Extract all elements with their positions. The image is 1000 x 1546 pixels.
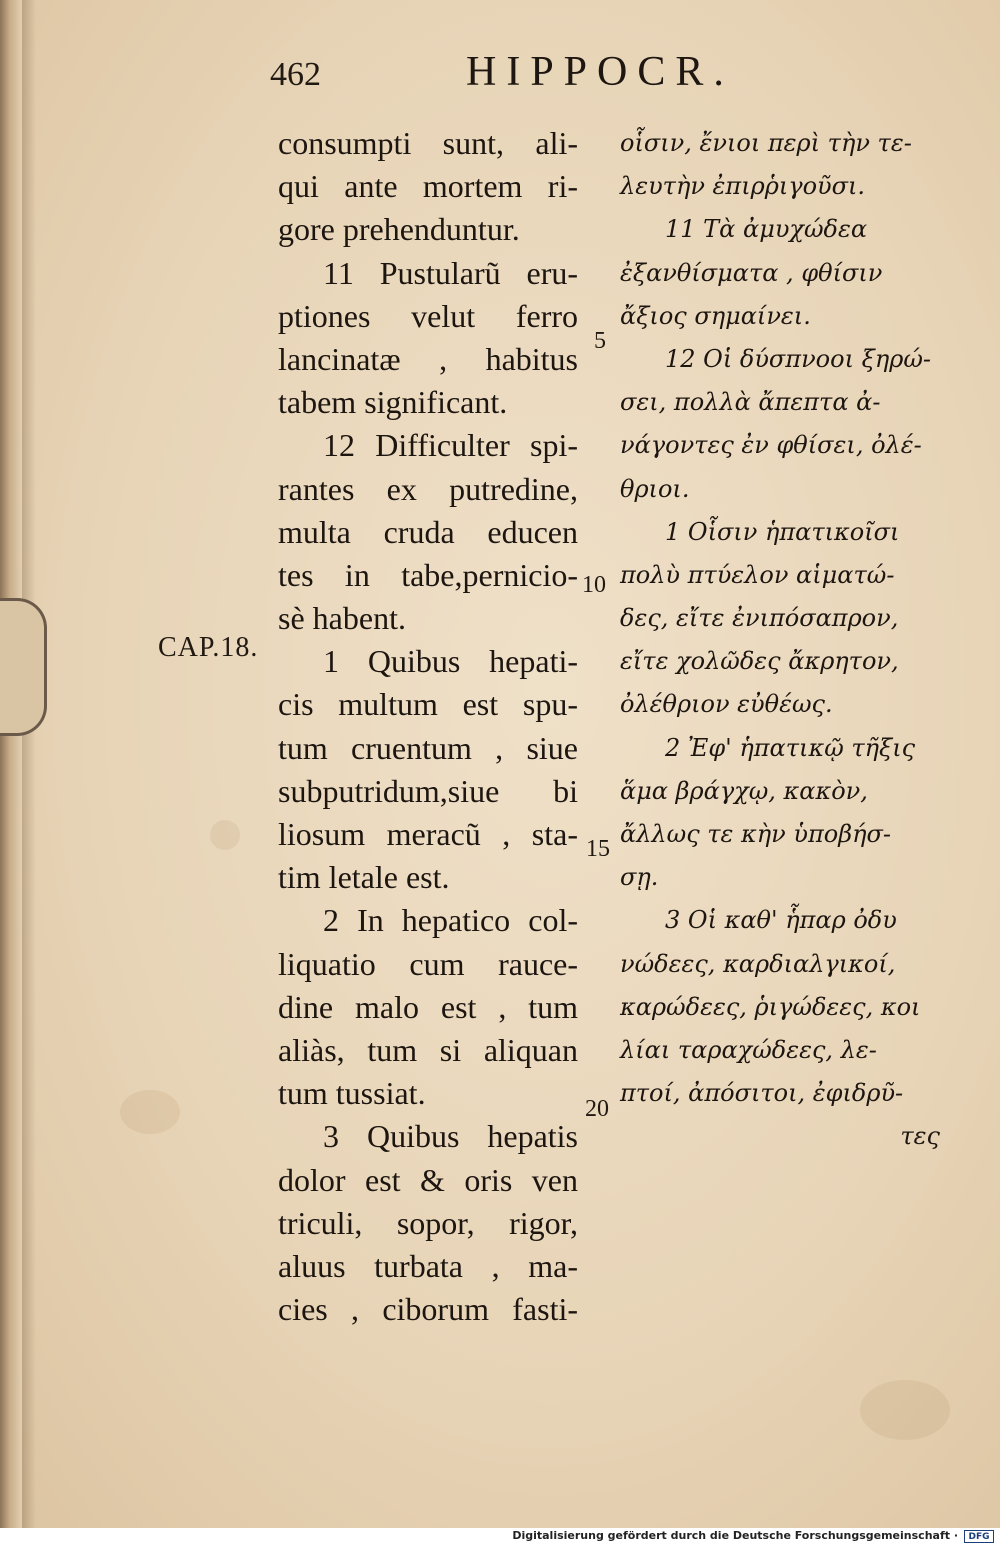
latin-line: cis multum est spu-: [278, 686, 578, 723]
digitization-credit: Digitalisierung gefördert durch die Deutsche Forschungsgemeinschaft ·: [512, 1529, 958, 1542]
latin-line: gore prehenduntur.: [278, 211, 520, 248]
greek-line: ἐξανθίσματα , φθίσιν: [620, 258, 883, 287]
latin-line: consumpti sunt, ali-: [278, 125, 578, 161]
greek-catchword: τες: [900, 1122, 940, 1151]
page-edge-shadow: [22, 0, 36, 1528]
greek-line: δες, εἴτε ἐνιπόσαπρον,: [620, 604, 899, 633]
latin-line: subputridum,siue bi: [278, 772, 578, 809]
latin-line: tim letale est.: [278, 859, 450, 896]
page-number: 462: [270, 56, 321, 93]
greek-line: νώδεες, καρδιαλγικοί,: [620, 949, 896, 978]
greek-line: σει, πολλὰ ἄπεπτα ἀ-: [620, 388, 881, 417]
latin-line: tum cruentum , siue: [278, 729, 578, 766]
greek-line: πολὺ πτύελον αἱματώ-: [620, 560, 895, 589]
latin-line: triculi, sopor, rigor,: [278, 1204, 578, 1241]
greek-line: 3 Οἱ καθ' ἧπαρ ὀδυ: [665, 906, 897, 935]
running-head: HIPPOCR.: [466, 49, 734, 95]
line-number-5: 5: [594, 328, 606, 354]
latin-line: ptiones velut ferro: [278, 297, 578, 334]
latin-line: cies , ciborum fasti-: [278, 1291, 578, 1328]
greek-line: λευτὴν ἐπιρῥιγοῦσι.: [620, 172, 866, 201]
latin-line: tabem significant.: [278, 384, 508, 421]
digitization-footer: [0, 1528, 1000, 1546]
latin-line: aliàs, tum si aliquan: [278, 1031, 578, 1068]
latin-line: liquatio cum rauce-: [278, 945, 578, 982]
latin-line: 12 Difficulter spi-: [323, 427, 578, 464]
line-number-15: 15: [586, 836, 610, 862]
greek-line: σῃ.: [620, 863, 659, 892]
greek-line: οἷσιν, ἔνιοι περὶ τὴν τε-: [620, 129, 912, 157]
greek-line: ὀλέθριον εὐθέως.: [620, 690, 833, 719]
greek-line: νάγοντες ἐν φθίσει, ὀλέ-: [620, 431, 922, 460]
greek-line: ἅμα βράγχῳ, κακὸν,: [620, 776, 868, 805]
chapter-marginal-label: CAP.18.: [158, 632, 259, 663]
greek-line: 12 Οἱ δύσπνοοι ξηρώ-: [665, 344, 931, 373]
latin-line: 2 In hepatico col-: [323, 902, 578, 939]
latin-line: sè habent.: [278, 600, 406, 637]
greek-line: πτοί, ἀπόσιτοι, ἐφιδρῦ-: [620, 1079, 904, 1108]
latin-line: 11 Pustularũ eru-: [323, 254, 578, 291]
latin-line: 3 Quibus hepatis: [323, 1118, 578, 1155]
book-spine: [0, 0, 22, 1528]
greek-line: λίαι ταραχώδεες, λε-: [620, 1035, 877, 1064]
latin-line: multa cruda educen: [278, 513, 578, 550]
greek-column: [620, 122, 950, 1159]
greek-line: 2 Ἐφ' ἡπατικῷ τῆξις: [665, 733, 916, 762]
line-number-10: 10: [582, 572, 606, 598]
greek-line: εἴτε χολῶδες ἄκρητον,: [620, 647, 899, 676]
latin-line: 1 Quibus hepati-: [323, 643, 578, 680]
latin-line: dolor est & oris ven: [278, 1161, 578, 1198]
greek-line: 11 Τὰ ἀμυχώδεα: [665, 215, 868, 244]
greek-line: 1 Οἷσιν ἡπατικοῖσι: [665, 517, 900, 546]
latin-line: dine malo est , tum: [278, 988, 578, 1025]
paper-stain: [120, 1090, 180, 1134]
latin-line: qui ante mortem ri-: [278, 168, 578, 205]
latin-line: lancinatæ , habitus: [278, 340, 578, 377]
line-number-20: 20: [585, 1096, 609, 1122]
latin-line: tum tussiat.: [278, 1075, 426, 1112]
paper-stain: [210, 820, 240, 850]
latin-line: rantes ex putredine,: [278, 470, 578, 507]
latin-line: liosum meracũ , sta-: [278, 816, 578, 852]
greek-line: ἄξιος σημαίνει.: [620, 301, 811, 330]
paper-stain: [860, 1380, 950, 1440]
greek-line: θριοι.: [620, 474, 690, 503]
page-clip-tab: [0, 598, 47, 736]
greek-line: καρώδεες, ῥιγώδεες, κοι: [620, 992, 921, 1021]
greek-line: ἄλλως τε κὴν ὑποβήσ-: [620, 820, 891, 848]
latin-line: aluus turbata , ma-: [278, 1247, 578, 1284]
latin-line: tes in tabe,pernicio-: [278, 556, 578, 593]
dfg-logo-icon: DFG: [964, 1530, 994, 1543]
latin-column: [278, 122, 578, 1331]
